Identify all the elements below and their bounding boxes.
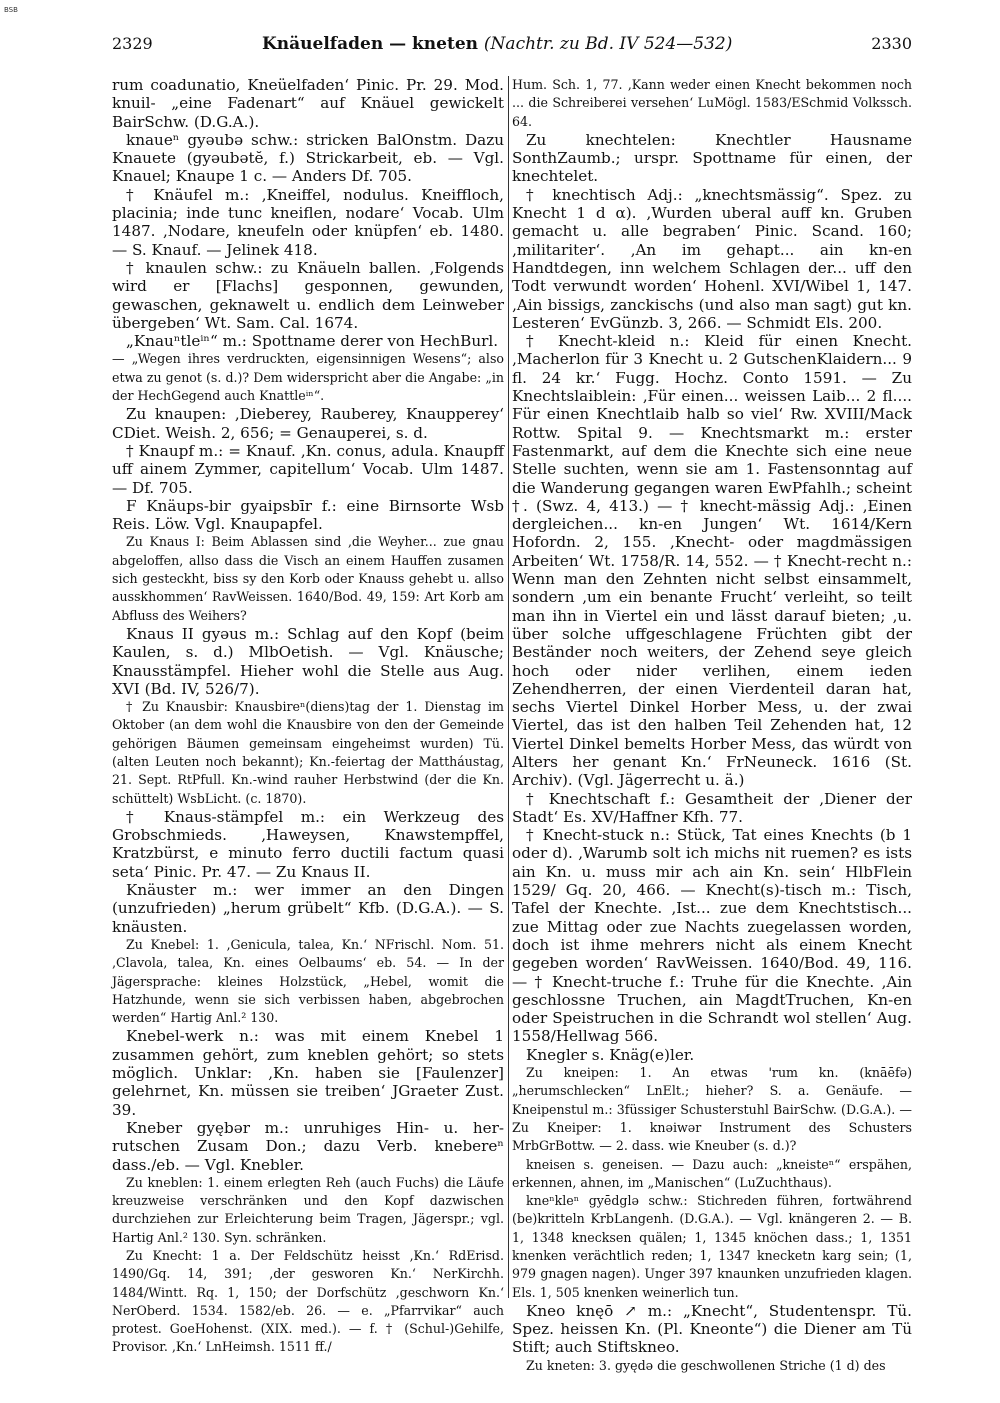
dictionary-entry: Zu kneten: 3. gyędə die geschwollenen Striche (1 d) des [526, 1357, 886, 1373]
dictionary-entry: † Zu Knausbir: Knausbireⁿ(diens)tag der 1. Dienstag im Oktober (an dem wohl die Knausbire von den der Gemeinde gehörigen Bäumen gemeinsam eingeheimst wurden) Tü. (alten Leuten noch bekannt); Kn.-feiertag der Mattháustag, 21. Sept. RtPfull. Kn.-wind rauher Herbstwind (der die Kn. schüttelt) WsbLicht. (c. 1870). [112, 699, 504, 806]
dictionary-entry: knaueⁿ gyəubə schw.: stricken BalOnstm. Dazu Knauete (gyəubətĕ, f.) Strickarbeit, eb. — Vgl. Knauel; Knaupe 1 c. — Anders Df. 705. [112, 130, 504, 186]
right-column [512, 76, 912, 1375]
dictionary-entry: Knebel-werk n.: was mit einem Knebel 1 zusammen gehört, zum kneblen gehört; so stets möglich. Unklar: ‚Kn. haben sie [Faulenzer] gelehrnet, Kn. müssen sie treiben‘ JGraeter Zust. 39. [112, 1027, 504, 1119]
dictionary-entry: Zu Knaus I: Beim Ablassen sind ‚die Weyher... zue gnau abgeloffen, allso dass die Visch an einem Hauffen zusamen sich gesteckht, biss sy den Korb oder Knauss gehebt u. allso ausskhommen‘ RavWeissen. 1640/Bod. 49, 159: Art Korb am Abfluss des Weihers? [112, 534, 504, 623]
dictionary-entry: † knechtisch Adj.: „knechtsmässig“. Spez. zu Knecht 1 d α). ‚Wurden uberal auff kn. Gruben gemacht u. alle begraben‘ Pinic. Scand. 160; ‚militariter‘. ‚An im gehapt... ain kn-en Handtdegen, inn welchem Schlagen der... uff den Todt verwundt worden‘ Hohenl. XVI/Wibel 1, 147. ‚Ain bissigs, zanckischs (und also man sagt) gut kn. Lesteren‘ EvGünzb. 3, 266. — Schmidt Els. 200. [512, 185, 912, 332]
dictionary-entry: Zu Knecht: 1 a. Der Feldschütz heisst ‚Kn.‘ RdErisd. 1490/Gq. 14, 391; ‚der gesworen Kn.‘ NerKirchh. 1484/Wintt. Rq. 1, 150; der Dorfschütz ‚geschworn Kn.‘ NerOberd. 1534. 1582/eb. 26. — e. „Pfarrvikar“ auch protest. GoeHohenst. (XIX. med.). — f. † (Schul-)Gehilfe, Provisor. ‚Kn.‘ LnHeimsh. 1511 ff./ [112, 1248, 504, 1355]
dictionary-entry: † Knecht-kleid n.: Kleid für einen Knecht. ‚Macherlon für 3 Knecht u. 2 GutschenKlaidern... 9 fl. 24 kr.‘ Fugg. Hochz. Conto 1591. — Zu Knechtslaiblein: ‚Für einen... weissen Laib... 2 fl.... Für einen Knechtlaib halb so viel‘ Rw. XVIII/Mack Rottw. Spital 9. — Knechtsmarkt m.: erster Fastenmarkt, auf dem die Knechte sich eine neue Stelle suchten, wenn sie am 1. Fastensonntag auf die Wanderung gegangen waren EwPfahlh.; scheint †. (Swz. 4, 413.) — † knecht-mässig Adj.: ‚Einen dergleichen... kn-en Jungen‘ Wt. 1614/Kern Hofordn. 2, 155. ‚Knecht- oder magdmässigen Arbeiten‘ Wt. 1758/R. 14, 552. — † Knecht-recht n.: Wenn man den Zehnten nicht selbst einsammelt, sondern ‚um ein benante Frucht‘ verleiht, so teilt man ihn in Viertel ein und lässt darauf bieten; ‚u. über solche uffgeschlagene Früchten gibt der Beständer noch weiters, der Zehend seye gleich hoch oder nider verlihen, einem ieden Zehendherren, der einen Vierdenteil daran hat, sechs Viertel Dinkel Horber Mess, u. der zwai Viertel, das ist den halben Teil Zehenden hat, 12 Viertel Dinkel bemelts Horber Mess, das würdt von Alters her genant Kn.‘ FrNeuneck. 1616 (St. Archiv). (Vgl. Jägerrecht u. ä.) [512, 332, 912, 790]
page-number-left: 2329 [112, 34, 153, 53]
dictionary-entry: Kneber gyębər m.: unruhiges Hin- u. her-rutschen Zusam Don.; dazu Verb. knebereⁿ dass./eb. — Vgl. Knebler. [112, 1118, 504, 1174]
dictionary-entry: rum coadunatio, Kneüelfaden‘ Pinic. Pr. 29. Mod. knuil- „eine Fadenart“ auf Knäuel gewickelt BairSchw. (D.G.A.). [112, 76, 504, 131]
dictionary-entry: † Knechtschaft f.: Gesamtheit der ‚Diener der Stadt‘ Es. XV/Haffner Kfh. 77. [512, 789, 912, 826]
dictionary-entry: † Knecht-stuck n.: Stück, Tat eines Knechts (b 1 oder d). ‚Warumb solt ich michs nit ruemen? es ists ain Kn. u. muss mir ach ain Kn. sein‘ HlbFlein 1529/ Gq. 20, 466. — Knecht(s)-tisch m.: Tisch, Tafel der Knechte. ‚Ist... zue dem Knechtstisch... zue Mittag oder zue Nachts zuegelassen worden, doch ist ihme mehrers nicht als einem Knecht gegeben worden‘ RavWeissen. 1640/Bod. 49, 116. — † Knecht-truche f.: Truhe für die Knechte. ‚Ain geschlossne Truchen, ain MagdtTruchen, Kn-en oder Speistruchen in die Schrandt wol stellen‘ Aug. 1558/Hellwag 566. [512, 826, 912, 1046]
page-number-right: 2330 [871, 34, 912, 53]
dictionary-entry: Zu kneipen: 1. An etwas 'rum kn. (knāēfə) „herumschlecken“ LnElt.; hieher? S. a. Genäufe. — Kneipenstul m.: 3füssiger Schusterstuhl BairSchw. (D.G.A.). — Zu Kneiper: 1. knəiwər Instrument des Schusters MrbGrBottw. — 2. dass. wie Kneuber (s. d.)? [512, 1065, 912, 1154]
dictionary-entry: † Knaupf m.: = Knauf. ‚Kn. conus, adula. Knaupff uff ainem Zymmer, capitellum‘ Vocab. Ulm 1487. — Df. 705. [112, 441, 504, 497]
headword-range: Knäuelfaden — kneten [262, 34, 478, 54]
left-column [112, 76, 504, 1357]
dictionary-entry: Knaus II gyəus m.: Schlag auf den Kopf (beim Kaulen, s. d.) MlbOetish. — Vgl. Knäusche; Knausstämpfel. Hieher wohl die Stelle aus Aug. XVI (Bd. IV, 526/7). [112, 624, 504, 698]
dictionary-entry: Hum. Sch. 1, 77. ‚Kann weder einen Knecht bekommen noch ... die Schreiberei versehen‘ LuMögl. 1583/ESchmid Volkssch. 64. [512, 77, 912, 129]
dictionary-entry: F Knäups-bir gyaipsbīr f.: eine Birnsorte Wsb Reis. Löw. Vgl. Knaupapfel. [112, 496, 504, 534]
dictionary-entry: † Knaus-stämpfel m.: ein Werkzeug des Grobschmieds. ‚Haweysen, Knawstempffel, Kratzbürst, e minuto ferro ductili factum quasi seta‘ Pinic. Pr. 47. — Zu Knaus II. [112, 807, 504, 881]
dictionary-entry: „Knauⁿtleⁱⁿ“ m.: Spottname derer von HechBurl. [126, 332, 499, 351]
volume-reference: (Nachtr. zu Bd. IV 524—532) [483, 34, 733, 54]
dictionary-entry: † Knäufel m.: ‚Kneiffel, nodulus. Kneiffloch, placinia; inde tunc kneiflen, nodare‘ Vocab. Ulm 1487. ‚Nodare, kneufeln oder knüpfen‘ eb. 1480. — S. Knauf. — Jelinek 418. [112, 185, 504, 259]
dictionary-entry: Zu Knebel: 1. ‚Genicula, talea, Kn.‘ NFrischl. Nom. 51. ‚Clavola, talea, Kn. eines Oelbaums‘ eb. 54. — In der Jägersprache: kleines Holzstück, „Hebel, womit die Hatzhunde, wenn sie sich verbissen haben, abgebrochen werden“ Hartig Anl.² 130. [112, 936, 504, 1026]
dictionary-entry: † knaulen schw.: zu Knäueln ballen. ‚Folgends wird er [Flachs] gesponnen, gewunden, gewaschen, geknawelt u. endlich dem Leinweber übergeben‘ Wt. Sam. Cal. 1674. [112, 258, 504, 332]
dictionary-entry: kneisen s. geneisen. — Dazu auch: „kneisteⁿ“ erspähen, erkennen, ahnen, im „Manischen“ (LuZuchthaus). [512, 1156, 912, 1190]
running-title [262, 34, 732, 54]
dictionary-entry: Zu kneblen: 1. einem erlegten Reh (auch Fuchs) die Läufe kreuzweise verschränken und den Kopf dazwischen durchziehen zur Erleichterung beim Tragen, Jägerspr.; vgl. Hartig Anl.² 130. Syn. schränken. [112, 1174, 504, 1245]
dictionary-entry: Knäuster m.: wer immer an den Dingen (unzufrieden) „herum grübelt“ Kfb. (D.G.A.). — S. knäusten. [112, 881, 504, 936]
library-stamp: BSB [4, 6, 18, 14]
dictionary-entry: Knegler s. Knäg(e)ler. [526, 1045, 695, 1064]
dictionary-entry: kneⁿkleⁿ gyēdglə schw.: Stichreden führen, fortwährend (be)kritteln KrbLangenh. (D.G.A.). — Vgl. knängeren 2. — B. 1, 1348 knecksen quälen; 1, 1345 knöchen dass.; 1, 1351 knenken verächtlich reden; 1, 1347 knecketn karg sein; (1, 979 gnagen nagen). Unger 397 knaunken unzufrieden klagen. Els. 1, 505 knenken weinerlich tun. [512, 1193, 912, 1300]
dictionary-entry: Zu knaupen: ‚Dieberey, Rauberey, Knaupperey‘ CDiet. Weish. 2, 656; = Genauperei, s. d. [112, 405, 504, 442]
dictionary-entry: Kneo knęō ↗ m.: „Knecht“, Studentenspr. Tü. Spez. heissen Kn. (Pl. Kneonte“) die Diener am Tü Stift; auch Stiftskneo. [512, 1301, 912, 1357]
dictionary-entry: Zu knechtelen: Knechtler Hausname SonthZaumb.; urspr. Spottname für einen, der knechtelet. [512, 130, 912, 186]
page-header [112, 34, 912, 60]
dictionary-entry: — „Wegen ihres verdruckten, eigensinnigen Wesens“; also etwa zu genot (s. d.)? Dem widerspricht aber die Angabe: „in der HechGegend auch Knattleⁱⁿ“. [112, 351, 504, 404]
column-divider [508, 76, 509, 1298]
